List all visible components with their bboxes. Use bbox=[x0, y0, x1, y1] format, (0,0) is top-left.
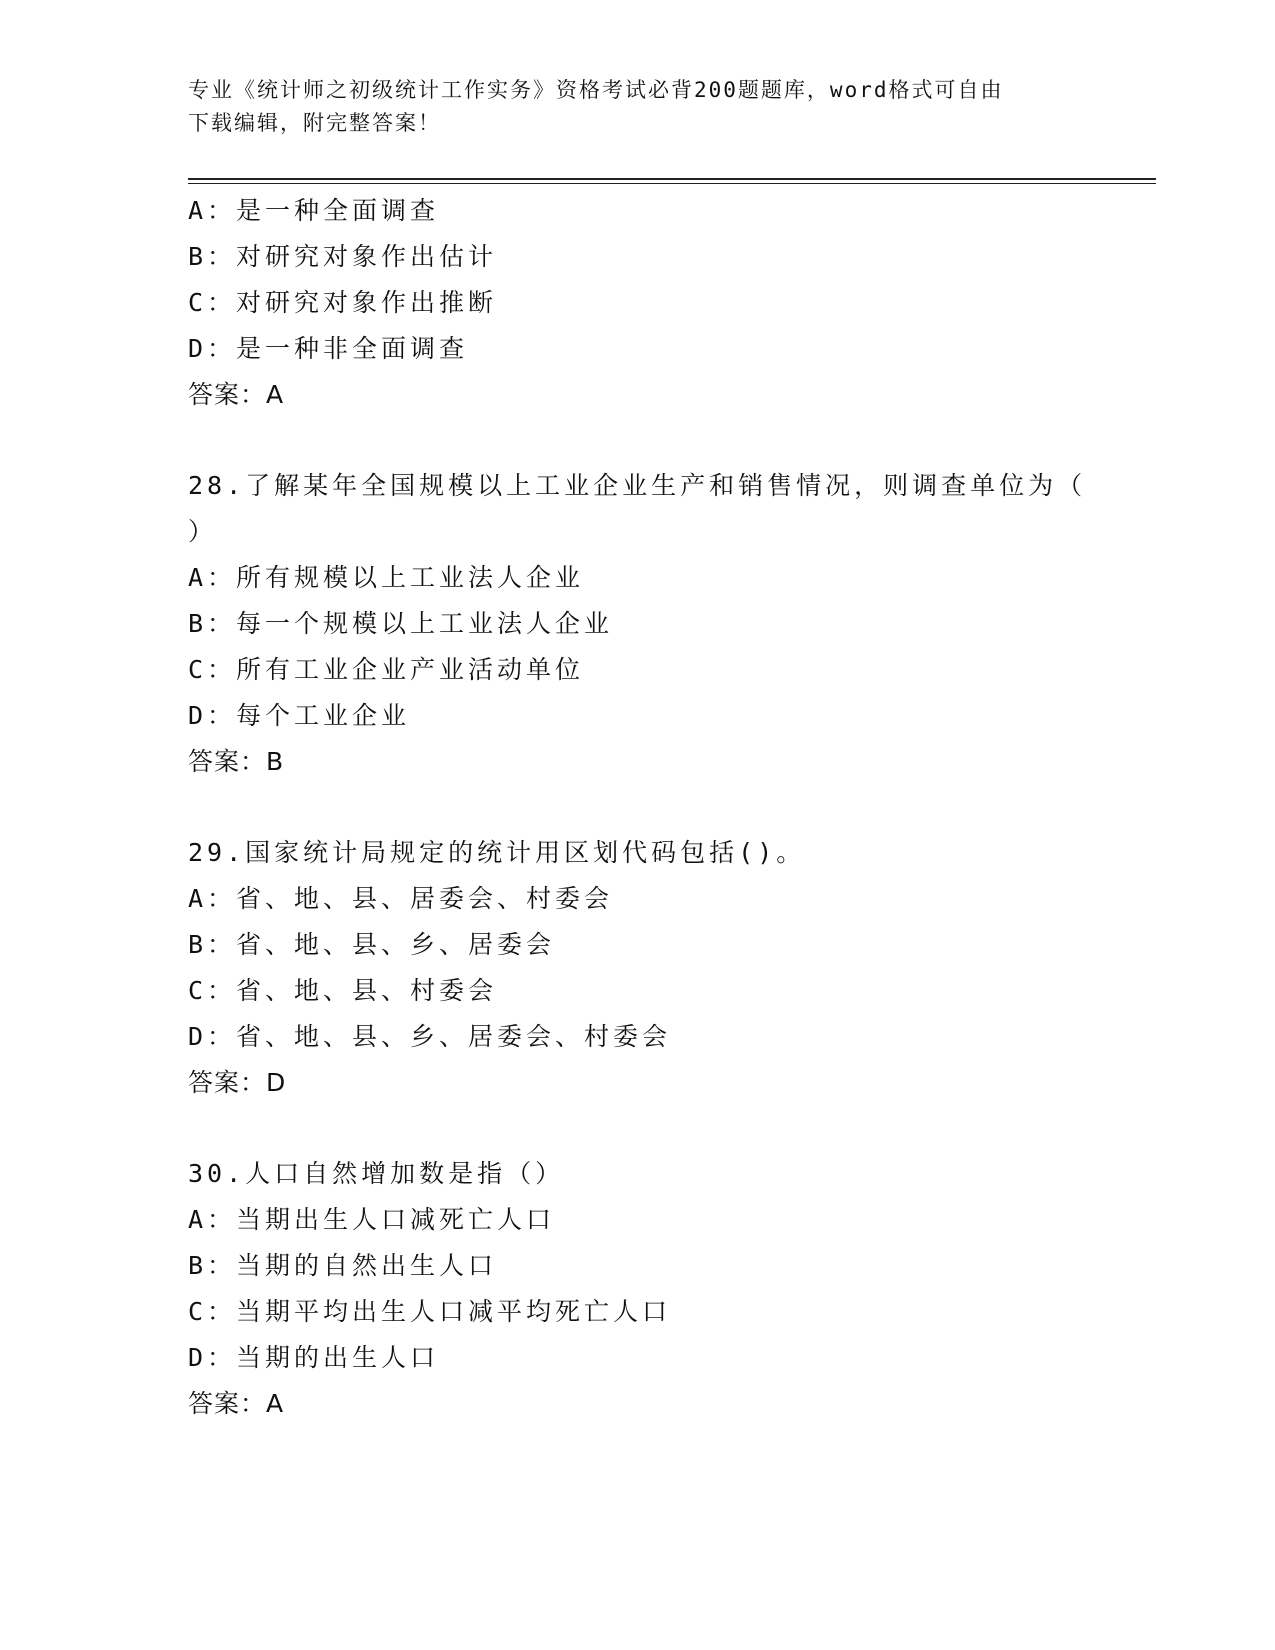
question-stem-continued: ） bbox=[188, 517, 218, 546]
option-a: A：当期出生人口减死亡人口 bbox=[188, 1205, 556, 1234]
spacer bbox=[188, 1106, 1118, 1151]
option-c: C：当期平均出生人口减平均死亡人口 bbox=[188, 1297, 672, 1326]
question-stem: 28.了解某年全国规模以上工业企业生产和销售情况，则调查单位为（ bbox=[188, 471, 1087, 500]
option-d: D：当期的出生人口 bbox=[188, 1343, 440, 1372]
option-c: C：省、地、县、村委会 bbox=[188, 976, 498, 1005]
option-b: B：每一个规模以上工业法人企业 bbox=[188, 609, 614, 638]
header-line-2: 下载编辑，附完整答案！ bbox=[188, 111, 441, 135]
option-b: B：省、地、县、乡、居委会 bbox=[188, 930, 556, 959]
question-30 bbox=[188, 1151, 1118, 1427]
document-header bbox=[188, 74, 1088, 140]
option-a: A：是一种全面调查 bbox=[188, 196, 440, 225]
answer-line: 答案：D bbox=[188, 1068, 287, 1097]
answer-line: 答案：A bbox=[188, 1389, 285, 1418]
spacer bbox=[188, 785, 1118, 830]
header-line-1: 专业《统计师之初级统计工作实务》资格考试必背200题题库，word格式可自由 bbox=[188, 78, 1004, 102]
option-d: D：是一种非全面调查 bbox=[188, 334, 469, 363]
option-a: A：所有规模以上工业法人企业 bbox=[188, 563, 585, 592]
question-28 bbox=[188, 463, 1118, 785]
header-divider-thick bbox=[188, 178, 1156, 180]
answer-line: 答案：A bbox=[188, 380, 285, 409]
option-d: D：每个工业企业 bbox=[188, 701, 411, 730]
spacer bbox=[188, 418, 1118, 463]
answer-line: 答案：B bbox=[188, 747, 285, 776]
option-c: C：对研究对象作出推断 bbox=[188, 288, 498, 317]
question-stem: 29.国家统计局规定的统计用区划代码包括()。 bbox=[188, 838, 806, 867]
option-b: B：对研究对象作出估计 bbox=[188, 242, 498, 271]
question-list bbox=[188, 188, 1118, 1427]
option-c: C：所有工业企业产业活动单位 bbox=[188, 655, 585, 684]
question-29 bbox=[188, 830, 1118, 1106]
option-b: B：当期的自然出生人口 bbox=[188, 1251, 498, 1280]
option-a: A：省、地、县、居委会、村委会 bbox=[188, 884, 614, 913]
question-stem: 30.人口自然增加数是指（） bbox=[188, 1159, 565, 1188]
option-d: D：省、地、县、乡、居委会、村委会 bbox=[188, 1022, 672, 1051]
header-divider-thin bbox=[188, 183, 1156, 184]
question-27 bbox=[188, 188, 1118, 418]
